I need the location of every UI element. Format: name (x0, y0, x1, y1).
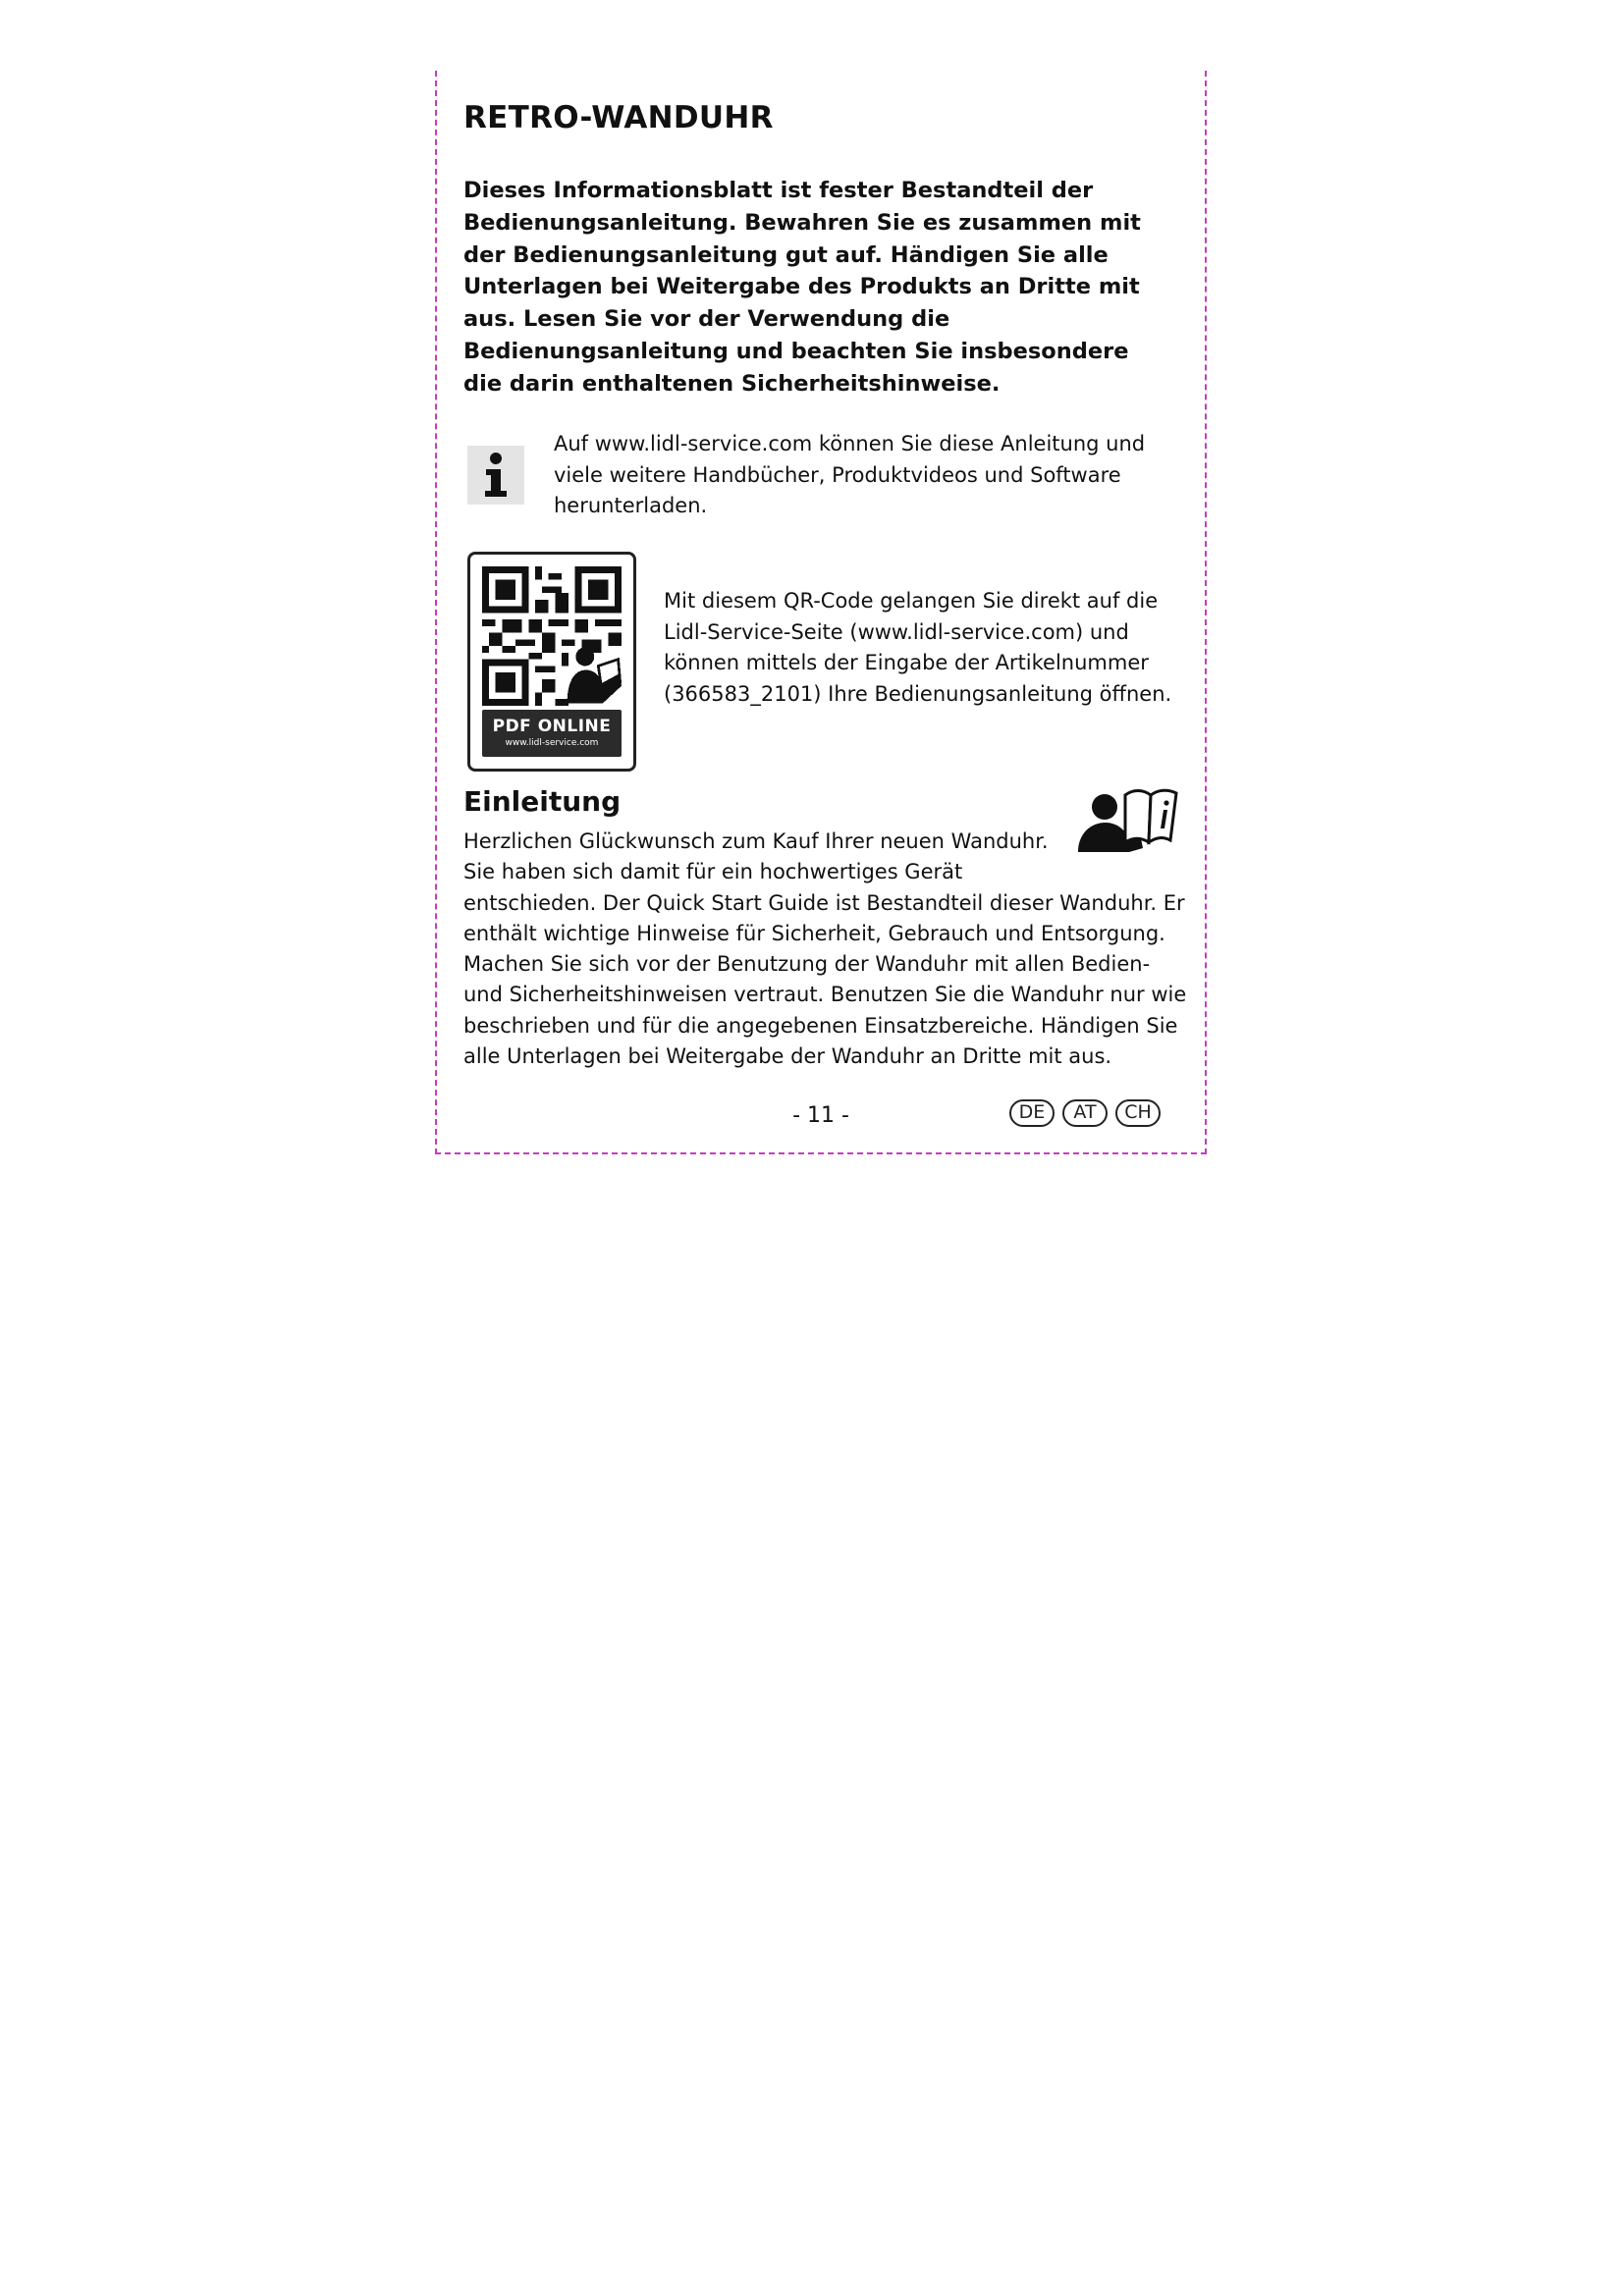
section-line: Sie haben sich damit für ein hochwertiges Gerät (463, 860, 963, 884)
section-line: Herzlichen Glückwunsch zum Kauf Ihrer neuen Wanduhr. (463, 829, 1049, 853)
section-line: Machen Sie sich vor der Benutzung der Wanduhr mit allen Bedien- (463, 952, 1151, 977)
country-badge-at: AT (1062, 1099, 1108, 1127)
country-badge-de: DE (1009, 1099, 1055, 1127)
qr-code-icon (482, 566, 622, 706)
section-line: entschieden. Der Quick Start Guide ist Bestandteil dieser Wanduhr. Er (463, 890, 1185, 915)
info-text: Auf www.lidl-service.com können Sie diese Anleitung und viele weitere Handbücher, Produktvideos und Software herunterladen. (554, 432, 1146, 517)
info-icon (467, 446, 524, 505)
qr-description: Mit diesem QR-Code gelangen Sie direkt auf die Lidl-Service-Seite (www.lidl-service.com) und können mittels der Eingabe der Artikelnummer (366583_2101) Ihre Bedienungsanleitung öffnen. (664, 589, 1172, 706)
document-title: RETRO-WANDUHR (463, 100, 774, 135)
section-title-einleitung: Einleitung (463, 785, 622, 818)
section-line: und Sicherheitshinweisen vertraut. Benutzen Sie die Wanduhr nur wie (463, 983, 1187, 1007)
qr-code-box[interactable] (467, 552, 636, 772)
intro-notice: Dieses Informationsblatt ist fester Bestandteil der Bedienungsanleitung. Bewahren Sie es zusammen mit der Bedienungsanleitung gut auf. Händigen Sie alle Unterlagen bei Weitergabe des Produkts an Dritte mit aus. Lesen Sie vor der Verwendung die Bedienungsanleitung und beachten Sie insbesondere die darin enthaltenen Sicherheitshinweise. (463, 178, 1141, 397)
section-line: alle Unterlagen bei Weitergabe der Wanduhr an Dritte mit aus. (463, 1044, 1112, 1069)
pdf-online-label: PDF ONLINE (492, 717, 612, 736)
section-body (463, 827, 1187, 1072)
section-line: enthält wichtige Hinweise für Sicherheit, Gebrauch und Entsorgung. (463, 921, 1165, 945)
country-badge-ch: CH (1115, 1099, 1161, 1127)
pdf-online-url: www.lidl-service.com (505, 738, 599, 748)
country-badges (1009, 1099, 1161, 1127)
page-number: - 11 - (792, 1103, 849, 1128)
pdf-online-banner (482, 710, 622, 757)
section-line: beschrieben und für die angegebenen Einsatzbereiche. Händigen Sie (463, 1013, 1178, 1038)
